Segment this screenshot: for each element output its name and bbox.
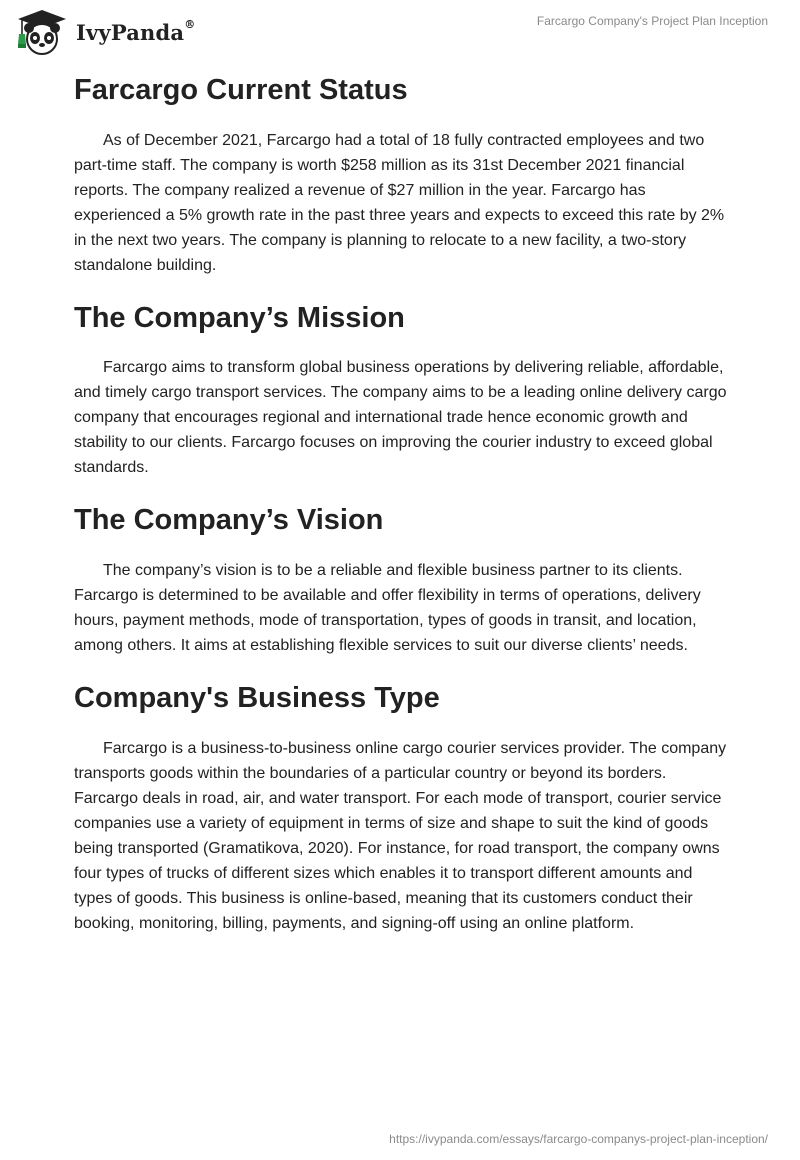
panda-graduate-icon	[14, 8, 70, 56]
section-heading: The Company’s Mission	[74, 301, 405, 334]
section-paragraph: As of December 2021, Farcargo had a total of 18 fully contracted employees and two part-time staff. The company is worth $258 million as its 31st December 2021 financial reports. The company realized a revenue of $27 million in the year. Farcargo has experienced a 5% growth rate in the past three years and expects to exceed this rate by 2% in the next two years. The company is planning to relocate to a new facility, a two-story standalone building.	[74, 131, 725, 274]
section-current-status	[74, 66, 734, 278]
section-vision	[74, 496, 734, 658]
section-business-type	[74, 674, 734, 936]
document-running-title: Farcargo Company's Project Plan Inception	[536, 14, 768, 28]
essay-content	[74, 66, 734, 952]
page-header	[0, 0, 800, 66]
source-url[interactable]: https://ivypanda.com/essays/farcargo-companys-project-plan-inception/	[389, 1132, 768, 1146]
section-heading: The Company’s Vision	[74, 504, 384, 537]
section-paragraph: The company’s vision is to be a reliable and flexible business partner to its clients. Farcargo is determined to be available and offer flexibility in terms of operations, delivery hours, payment methods, mode of transportation, types of goods in transit, and location, among others. It aims at establishing flexible services to suit our diverse clients’ needs.	[74, 562, 701, 655]
section-paragraph: Farcargo is a business-to-business online cargo courier services provider. The company transports goods within the boundaries of a particular country or beyond its borders. Farcargo deals in road, air, and water transport. For each mode of transport, courier service companies use a variety of equipment in terms of size and shape to suit the kind of goods being transported (Gramatikova, 2020). For instance, for road transport, the company owns four types of trucks of different sizes which enables it to transport different amounts and types of goods. This business is online-based, meaning that its customers conduct their booking, monitoring, billing, payments, and signing-off using an online platform.	[74, 739, 727, 932]
section-paragraph: Farcargo aims to transform global business operations by delivering reliable, affordable, and timely cargo transport services. The company aims to be a leading online delivery cargo company that encourages regional and international trade hence economic growth and stability to our clients. Farcargo focuses on improving the courier industry to exceed global standards.	[74, 359, 727, 477]
brand-name: IvyPanda®	[76, 17, 196, 45]
section-mission	[74, 294, 734, 481]
ivypanda-logo[interactable]	[14, 8, 195, 56]
section-heading: Farcargo Current Status	[74, 74, 408, 106]
section-heading: Company's Business Type	[74, 682, 440, 715]
